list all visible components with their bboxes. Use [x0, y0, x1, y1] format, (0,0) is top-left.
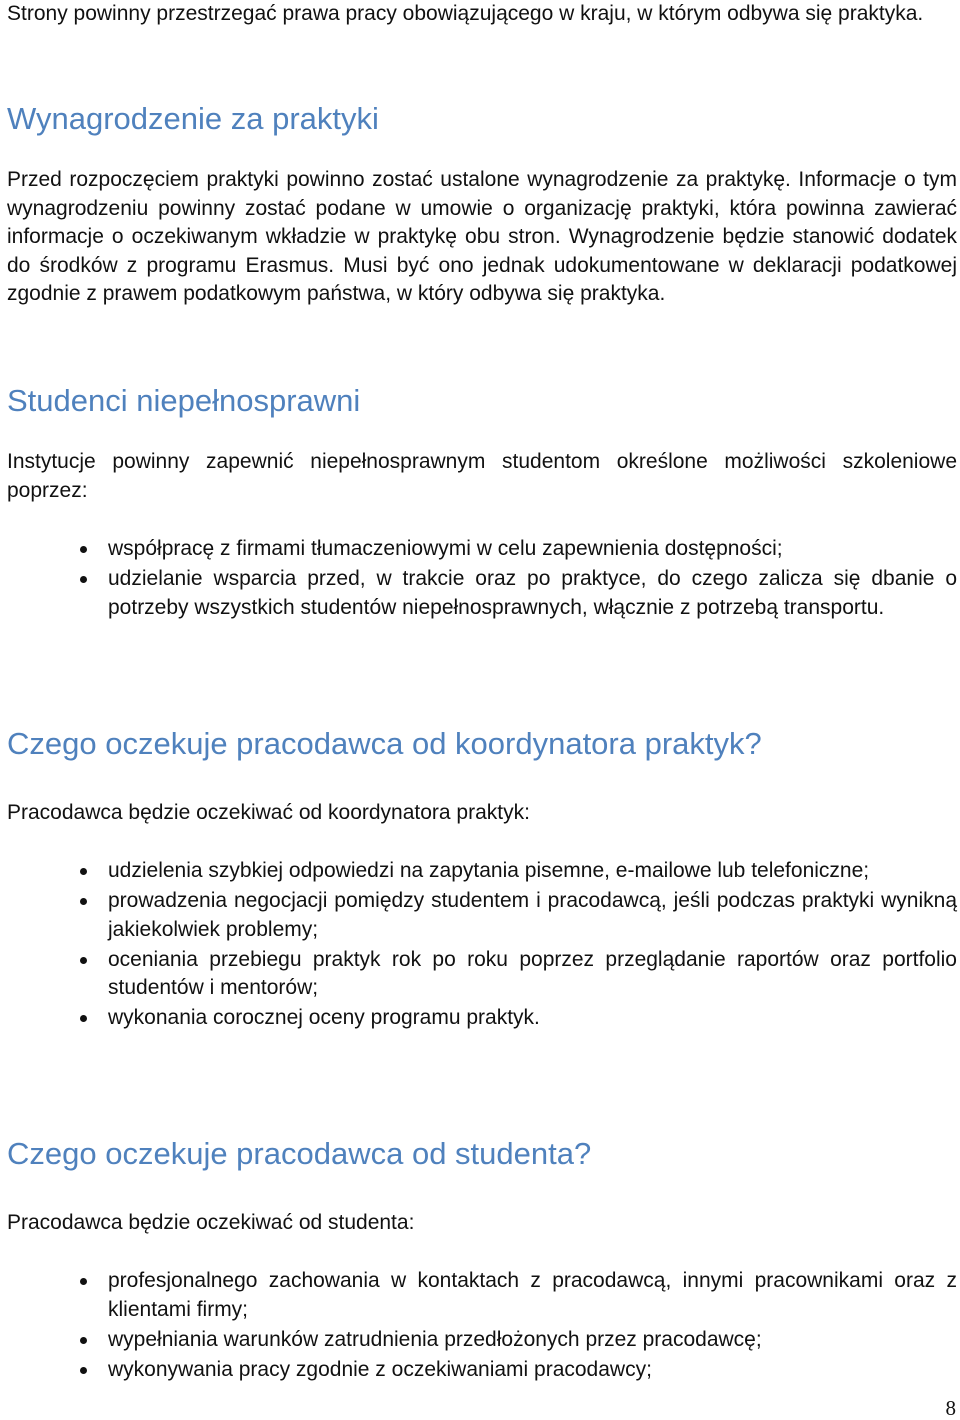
coordinator-lead-paragraph: Pracodawca będzie oczekiwać od koordynatora praktyk:: [7, 801, 530, 824]
bullet-dot-icon: [80, 898, 87, 905]
bullet-dot-icon: [80, 1015, 87, 1022]
bullet-dot-icon: [80, 576, 87, 583]
list-item-text: wykonania corocznej oceny programu praktyk.: [108, 1006, 540, 1029]
list-item: [7, 857, 957, 886]
list-item-text: profesjonalnego zachowania w kontaktach z pracodawcą, innymi pracownikami oraz z klientami firmy;: [108, 1269, 957, 1321]
bullet-dot-icon: [80, 1278, 87, 1285]
student-bullet-list: [7, 1267, 957, 1386]
list-item-text: oceniania przebiegu praktyk rok po roku poprzez przeglądanie raportów oraz portfolio studentów i mentorów;: [108, 947, 957, 999]
list-item: [7, 887, 957, 944]
list-item-text: wypełniania warunków zatrudnienia przedłożonych przez pracodawcę;: [108, 1327, 762, 1351]
bullet-dot-icon: [80, 1367, 87, 1374]
heading-remuneration: Wynagrodzenie za praktyki: [7, 101, 379, 136]
list-item-text: wykonywania pracy zgodnie z oczekiwaniami pracodawcy;: [108, 1357, 652, 1381]
remuneration-paragraph: Przed rozpoczęciem praktyki powinno zostać ustalone wynagrodzenie za praktykę. Informacje o tym wynagrodzeniu powinny zostać podane w umowie o organizację praktyki, która powinna zawierać informacje o oczekiwanym wkładzie w praktykę obu stron. Wynagrodzenie będzie stanowić dodatek do środków z programu Erasmus. Musi być ono jednak udokumentowane w deklaracji podatkowej zgodnie z prawem podatkowym państwa, w który odbywa się praktyka.: [7, 168, 957, 305]
list-item: [7, 1267, 957, 1324]
list-item-text: udzielanie wsparcia przed, w trakcie oraz po praktyce, do czego zalicza się dbanie o potrzeby wszystkich studentów niepełnosprawnych, włącznie z potrzebą transportu.: [108, 567, 957, 619]
list-item: [7, 1356, 957, 1385]
heading-coordinator-expectations: Czego oczekuje pracodawca od koordynatora praktyk?: [7, 726, 762, 761]
list-item-text: prowadzenia negocjacji pomiędzy studentem i pracodawcą, jeśli podczas praktyki wynikną jakiekolwiek problemy;: [108, 889, 957, 941]
student-lead-paragraph: Pracodawca będzie oczekiwać od studenta:: [7, 1211, 415, 1234]
list-item-text: udzielenia szybkiej odpowiedzi na zapytania pisemne, e-mailowe lub telefoniczne;: [108, 859, 870, 882]
list-item: [7, 1004, 957, 1033]
page-number: 8: [945, 1396, 956, 1420]
list-item: [7, 565, 957, 622]
bullet-dot-icon: [80, 1337, 87, 1344]
list-item: [7, 946, 957, 1003]
list-item: [7, 535, 957, 564]
heading-student-expectations: Czego oczekuje pracodawca od studenta?: [7, 1136, 592, 1171]
disabled-bullet-list: [7, 535, 957, 624]
bullet-dot-icon: [80, 546, 87, 553]
list-item-text: współpracę z firmami tłumaczeniowymi w celu zapewnienia dostępności;: [108, 537, 783, 560]
disabled-lead-paragraph: Instytucje powinny zapewnić niepełnosprawnym studentom określone możliwości szkoleniowe poprzez:: [7, 450, 957, 502]
bullet-dot-icon: [80, 957, 87, 964]
intro-paragraph: Strony powinny przestrzegać prawa pracy obowiązującego w kraju, w którym odbywa się praktyka.: [7, 2, 924, 25]
bullet-dot-icon: [80, 868, 87, 875]
heading-disabled-students: Studenci niepełnosprawni: [7, 383, 361, 418]
list-item: [7, 1326, 957, 1355]
coordinator-bullet-list: [7, 857, 957, 1034]
